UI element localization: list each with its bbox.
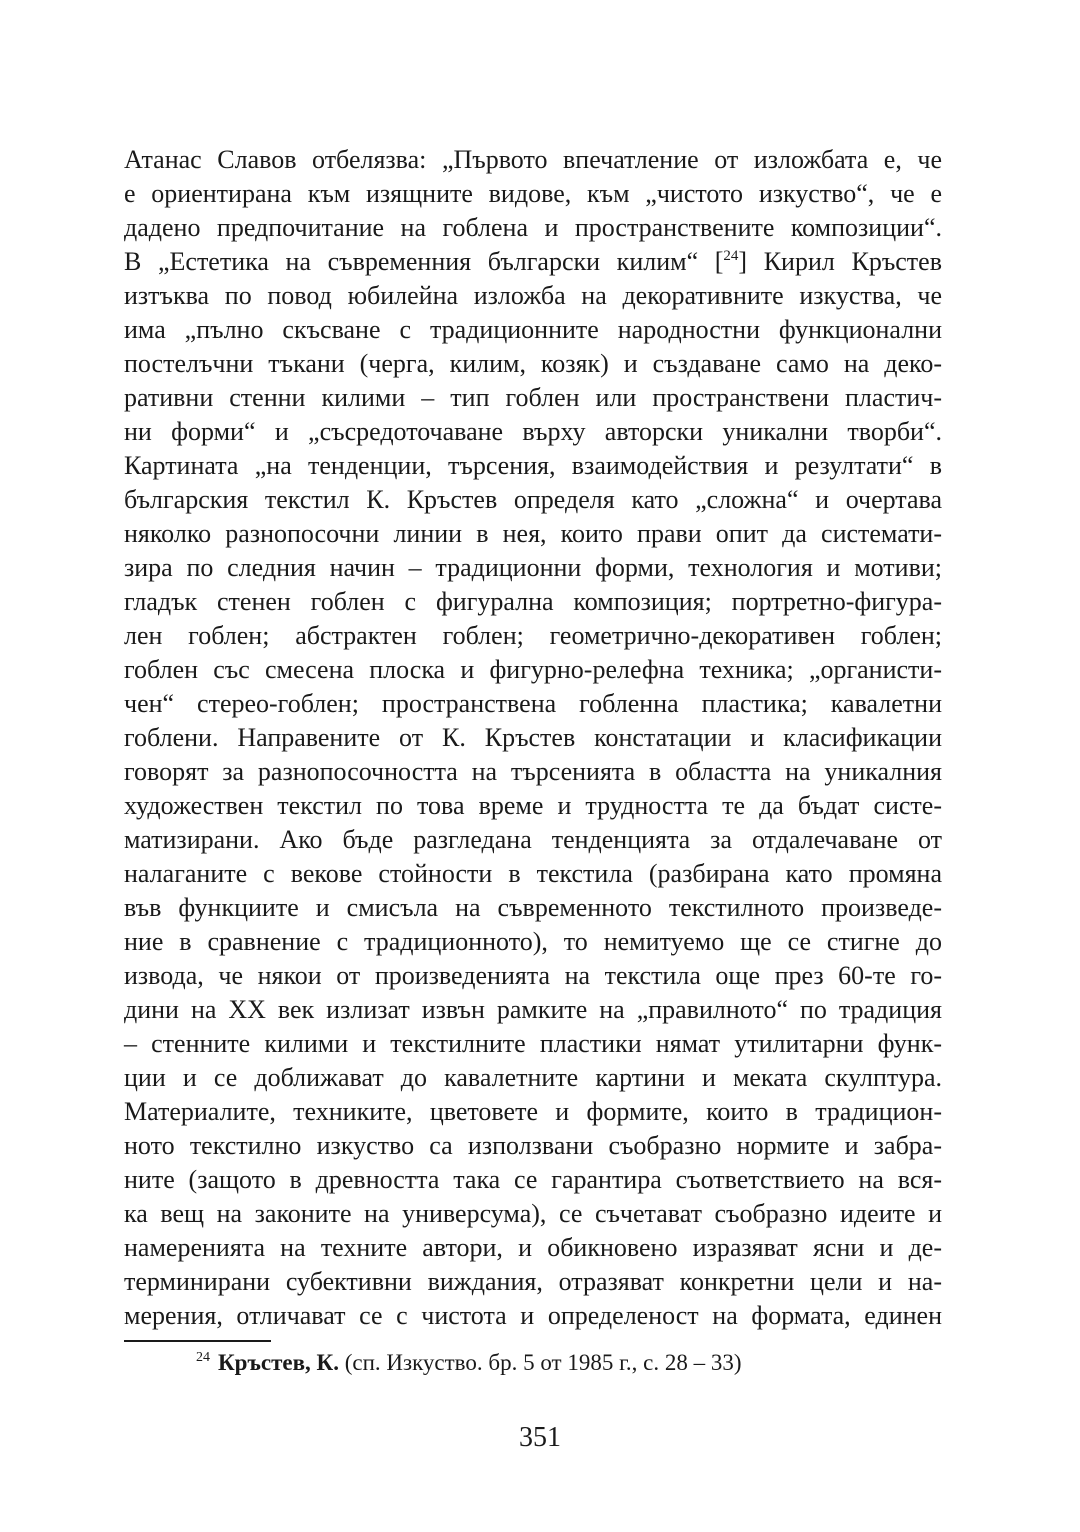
footnote-text: (сп. Изкуство. бр. 5 от 1985 г., с. 28 – 33) xyxy=(338,1350,742,1375)
text-line: мерения, отличават се с чистота и определеност на формата, единен xyxy=(124,1301,942,1330)
footnote-separator xyxy=(124,1340,271,1342)
text-line: терминирани субективни виждания, отразяват конкретни цели и на- xyxy=(124,1267,942,1296)
body-text xyxy=(124,143,942,1333)
text-line: ции и се доближават до кавалетните картини и меката скулптура. xyxy=(124,1063,942,1092)
text-line: гладък стенен гоблен с фигурална композиция; портретно-фигура- xyxy=(124,587,942,616)
text-line: изтъква по повод юбилейна изложба на декоративните изкуства, че xyxy=(124,281,942,310)
text-line: налаганите с векове стойности в текстила (разбирана като промяна xyxy=(124,859,942,888)
text-line: дини на XX век излизат извън рамките на „правилното“ по традиция xyxy=(124,995,942,1024)
text-line: е ориентирана към изящните видове, към „чистото изкуство“, че е xyxy=(124,179,942,208)
text-segment: В „Естетика на съвременния български килим“ [ xyxy=(124,247,724,276)
text-line: ни форми“ и „съсредоточаване върху авторски уникални творби“. xyxy=(124,417,942,446)
page-number: 351 xyxy=(519,1422,561,1453)
text-line: лен гоблен; абстрактен гоблен; геометрично-декоративен гоблен; xyxy=(124,621,942,650)
text-line-with-reference xyxy=(124,245,942,279)
text-line: намеренията на техните автори, и обикновено изразяват ясни и де- xyxy=(124,1233,942,1262)
text-line: ните (защото в древността така се гарантира съответствието на вся- xyxy=(124,1165,942,1194)
text-line: художествен текстил по това време и трудността те да бъдат систе- xyxy=(124,791,942,820)
text-line: чен“ стерео-гоблен; пространствена гобленна пластика; кавалетни xyxy=(124,689,942,718)
text-line: гоблен със смесена плоска и фигурно-релефна техника; „органисти- xyxy=(124,655,942,684)
text-line: няколко разнопосочни линии в нея, които прави опит да системати- xyxy=(124,519,942,548)
text-line: Материалите, техниките, цветовете и формите, които в традицион- xyxy=(124,1097,942,1126)
footnote xyxy=(196,1346,742,1380)
text-line: ка вещ на законите на универсума), се съчетават съобразно идеите и xyxy=(124,1199,942,1228)
text-line: извода, че някои от произведенията на текстила още през 60-те го- xyxy=(124,961,942,990)
text-line: матизирани. Ако бъде разгледана тенденцията за отдалечаване от xyxy=(124,825,942,854)
text-line: ното текстилно изкуство са използвани съобразно нормите и забра- xyxy=(124,1131,942,1160)
footnote-marker: 24 xyxy=(196,1350,210,1365)
text-line: дадено предпочитание на гоблена и пространствените композиции“. xyxy=(124,213,942,242)
footnote-author: Кръстев, К. xyxy=(218,1350,339,1375)
text-line: Картината „на тенденции, търсения, взаимодействия и резултати“ в xyxy=(124,451,942,480)
text-line: гоблени. Направените от К. Кръстев констатации и класификации xyxy=(124,723,942,752)
text-line: има „пълно скъсване с традиционните народностни функционални xyxy=(124,315,942,344)
text-line: – стенните килими и текстилните пластики нямат утилитарни функ- xyxy=(124,1029,942,1058)
text-line: във функциите и смисъла на съвременното текстилното произведе- xyxy=(124,893,942,922)
text-line: Атанас Славов отбелязва: „Първото впечатление от изложбата е, че xyxy=(124,145,942,174)
footnote-reference[interactable]: 24 xyxy=(723,248,739,264)
text-segment: ] Кирил Кръстев xyxy=(738,247,942,276)
text-line: постелъчни тъкани (черга, килим, козяк) и създаване само на деко- xyxy=(124,349,942,378)
text-line: ративни стенни килими – тип гоблен или пространствени пластич- xyxy=(124,383,942,412)
text-line: говорят за разнопосочността на търсенията в областта на уникалния xyxy=(124,757,942,786)
text-line: зира по следния начин – традиционни форми, технология и мотиви; xyxy=(124,553,942,582)
text-line: ние в сравнение с традиционното), то немитуемо ще се стигне до xyxy=(124,927,942,956)
text-line: българския текстил К. Кръстев определя като „сложна“ и очертава xyxy=(124,485,942,514)
